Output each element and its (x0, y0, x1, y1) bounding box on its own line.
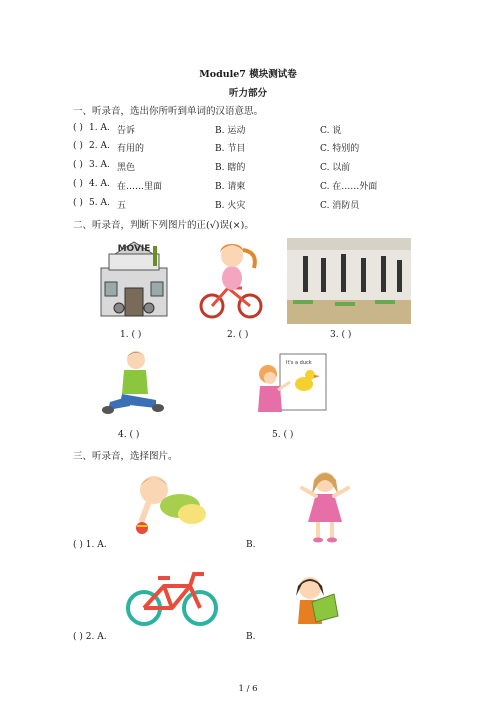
option-c: C. 特别的 (320, 144, 360, 154)
section2-heading: 二、听录音，判断下列图片的正(√)误(×)。 (73, 220, 254, 231)
board-text: It's a duck (286, 360, 312, 366)
option-a: 五 (117, 201, 127, 211)
option-c: C. 在……外面 (320, 182, 378, 192)
girl-riding-bike-picture (198, 238, 264, 322)
teacher-drawing-duck-picture (258, 352, 332, 422)
option-c: C. 以前 (320, 163, 351, 173)
caption-5[interactable]: 5. ( ) (272, 430, 294, 440)
question-row (73, 141, 433, 155)
movie-sign-text: MOVIE (117, 244, 151, 254)
q1-label[interactable]: ( ) 1. A. (73, 540, 107, 550)
caption-3[interactable]: 3. ( ) (330, 330, 352, 340)
option-a: 在……里面 (117, 182, 163, 192)
answer-paren[interactable]: ( ) (73, 141, 83, 151)
question-number: 4. A. (89, 179, 110, 189)
boy-tying-shoe-picture (100, 348, 164, 420)
answer-paren[interactable]: ( ) (73, 123, 83, 133)
question-number: 5. A. (89, 198, 110, 208)
question-number: 1. A. (89, 123, 110, 133)
option-a: 告诉 (117, 126, 136, 136)
girl-reading-picture (288, 572, 344, 632)
answer-paren[interactable]: ( ) (73, 179, 83, 189)
movie-theater-picture (95, 238, 173, 320)
crawling-baby-picture (132, 470, 212, 540)
option-b: B. 运动 (215, 126, 246, 136)
option-a: 有用的 (117, 144, 145, 154)
option-b: B. 节目 (215, 144, 246, 154)
question-row (73, 123, 433, 137)
girl-in-dress-picture (296, 466, 354, 544)
option-c: C. 说 (320, 126, 342, 136)
question-row (73, 160, 433, 174)
caption-2[interactable]: 2. ( ) (227, 330, 249, 340)
bicycle-picture (124, 566, 220, 628)
q2-label[interactable]: ( ) 2. A. (73, 632, 107, 642)
q2-option-b: B. (246, 632, 256, 642)
option-b: B. 请柬 (215, 182, 246, 192)
q1-option-b: B. (246, 540, 256, 550)
option-b: B. 瞎的 (215, 163, 246, 173)
option-a: 黑色 (117, 163, 136, 173)
section-subtitle: 听力部分 (228, 88, 267, 99)
section3-heading: 三、听录音，选择图片。 (73, 451, 178, 462)
answer-paren[interactable]: ( ) (73, 160, 83, 170)
option-c: C. 消防员 (320, 201, 360, 211)
question-row (73, 179, 433, 193)
handstand-class-photo (287, 238, 411, 324)
option-b: B. 火灾 (215, 201, 246, 211)
caption-4[interactable]: 4. ( ) (118, 430, 140, 440)
caption-1[interactable]: 1. ( ) (120, 330, 142, 340)
section1-heading: 一、听录音，选出你所听到单词的汉语意思。 (73, 106, 264, 117)
page-number: 1 / 6 (238, 684, 258, 694)
question-number: 3. A. (89, 160, 110, 170)
answer-paren[interactable]: ( ) (73, 198, 83, 208)
question-row (73, 198, 433, 212)
page-title: Module7 模块测试卷 (199, 69, 297, 80)
question-number: 2. A. (89, 141, 110, 151)
